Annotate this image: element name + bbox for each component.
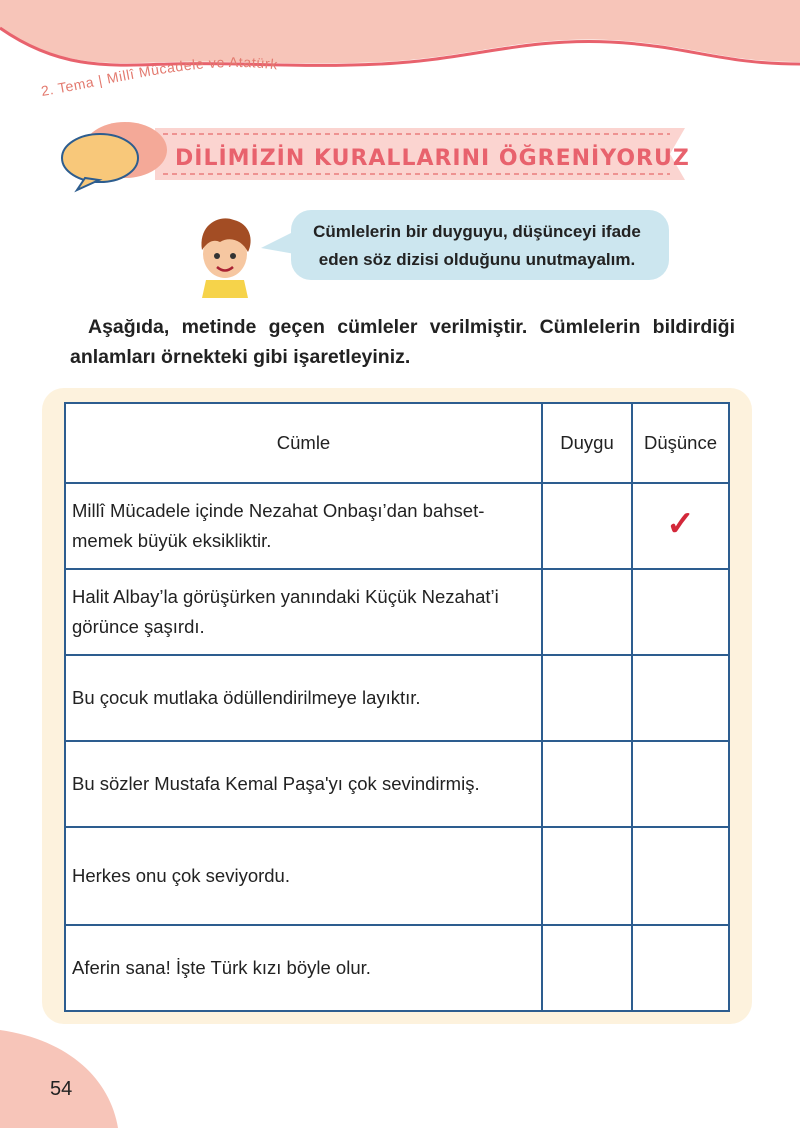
theme-label — [0, 0, 420, 110]
sentence-line: Halit Albay’la görüşürken yanındaki Küçük Nezahat’i — [72, 586, 499, 607]
table-row — [65, 569, 729, 655]
sentence-cell: Bu sözler Mustafa Kemal Paşa'yı çok sevindirmiş. — [65, 741, 542, 827]
speech-bubble-text — [292, 218, 662, 274]
emotion-cell[interactable] — [542, 827, 632, 925]
thought-cell[interactable] — [632, 655, 729, 741]
instruction-paragraph — [70, 312, 735, 372]
sentence-table — [64, 402, 730, 1012]
sentence-cell — [65, 569, 542, 655]
check-mark-icon: ✓ — [666, 504, 695, 543]
sentence-line: görünce şaşırdı. — [72, 616, 205, 637]
thought-cell[interactable] — [632, 827, 729, 925]
sentence-cell — [65, 483, 542, 569]
table-header-row — [65, 403, 729, 483]
table-row — [65, 655, 729, 741]
speech-bubble-line: Cümlelerin bir duyguyu, düşünceyi ifade — [313, 222, 641, 241]
emotion-cell[interactable] — [542, 655, 632, 741]
thought-cell[interactable] — [632, 741, 729, 827]
emotion-cell[interactable] — [542, 569, 632, 655]
table-row — [65, 483, 729, 569]
sentence-cell: Aferin sana! İşte Türk kızı böyle olur. — [65, 925, 542, 1011]
emotion-cell[interactable] — [542, 483, 632, 569]
table-row — [65, 741, 729, 827]
speech-bubble-line: eden söz dizisi olduğunu unutmayalım. — [318, 250, 636, 269]
theme-label-text: 2. Tema | Millî Mücadele ve Atatürk — [39, 53, 279, 99]
sentence-cell: Herkes onu çok seviyordu. — [65, 827, 542, 925]
thought-cell[interactable] — [632, 925, 729, 1011]
header-emotion: Duygu — [542, 403, 632, 483]
child-avatar — [190, 210, 260, 300]
sentence-line: Millî Mücadele içinde Nezahat Onbaşı’dan bahset- — [72, 500, 485, 521]
thought-cell[interactable] — [632, 569, 729, 655]
emotion-cell[interactable] — [542, 741, 632, 827]
table-row — [65, 827, 729, 925]
table-row — [65, 925, 729, 1011]
header-thought: Düşünce — [632, 403, 729, 483]
section-title: DİLİMİZİN KURALLARINI ÖĞRENİYORUZ — [175, 146, 690, 171]
instruction-text: Aşağıda, metinde geçen cümleler verilmiştir. Cümlelerin bildirdiği anlamları örnekteki gibi işaretleyiniz. — [70, 316, 735, 368]
header-sentence: Cümle — [65, 403, 542, 483]
svg-text:2. Tema | Millî Mücadele ve At — [40, 54, 279, 99]
emotion-cell[interactable] — [542, 925, 632, 1011]
page-number: 54 — [50, 1078, 73, 1100]
sentence-line: memek büyük eksikliktir. — [72, 530, 272, 551]
sentence-cell: Bu çocuk mutlaka ödüllendirilmeye layıktır. — [65, 655, 542, 741]
thought-cell[interactable] — [632, 483, 729, 569]
corner-decoration — [0, 1020, 130, 1128]
